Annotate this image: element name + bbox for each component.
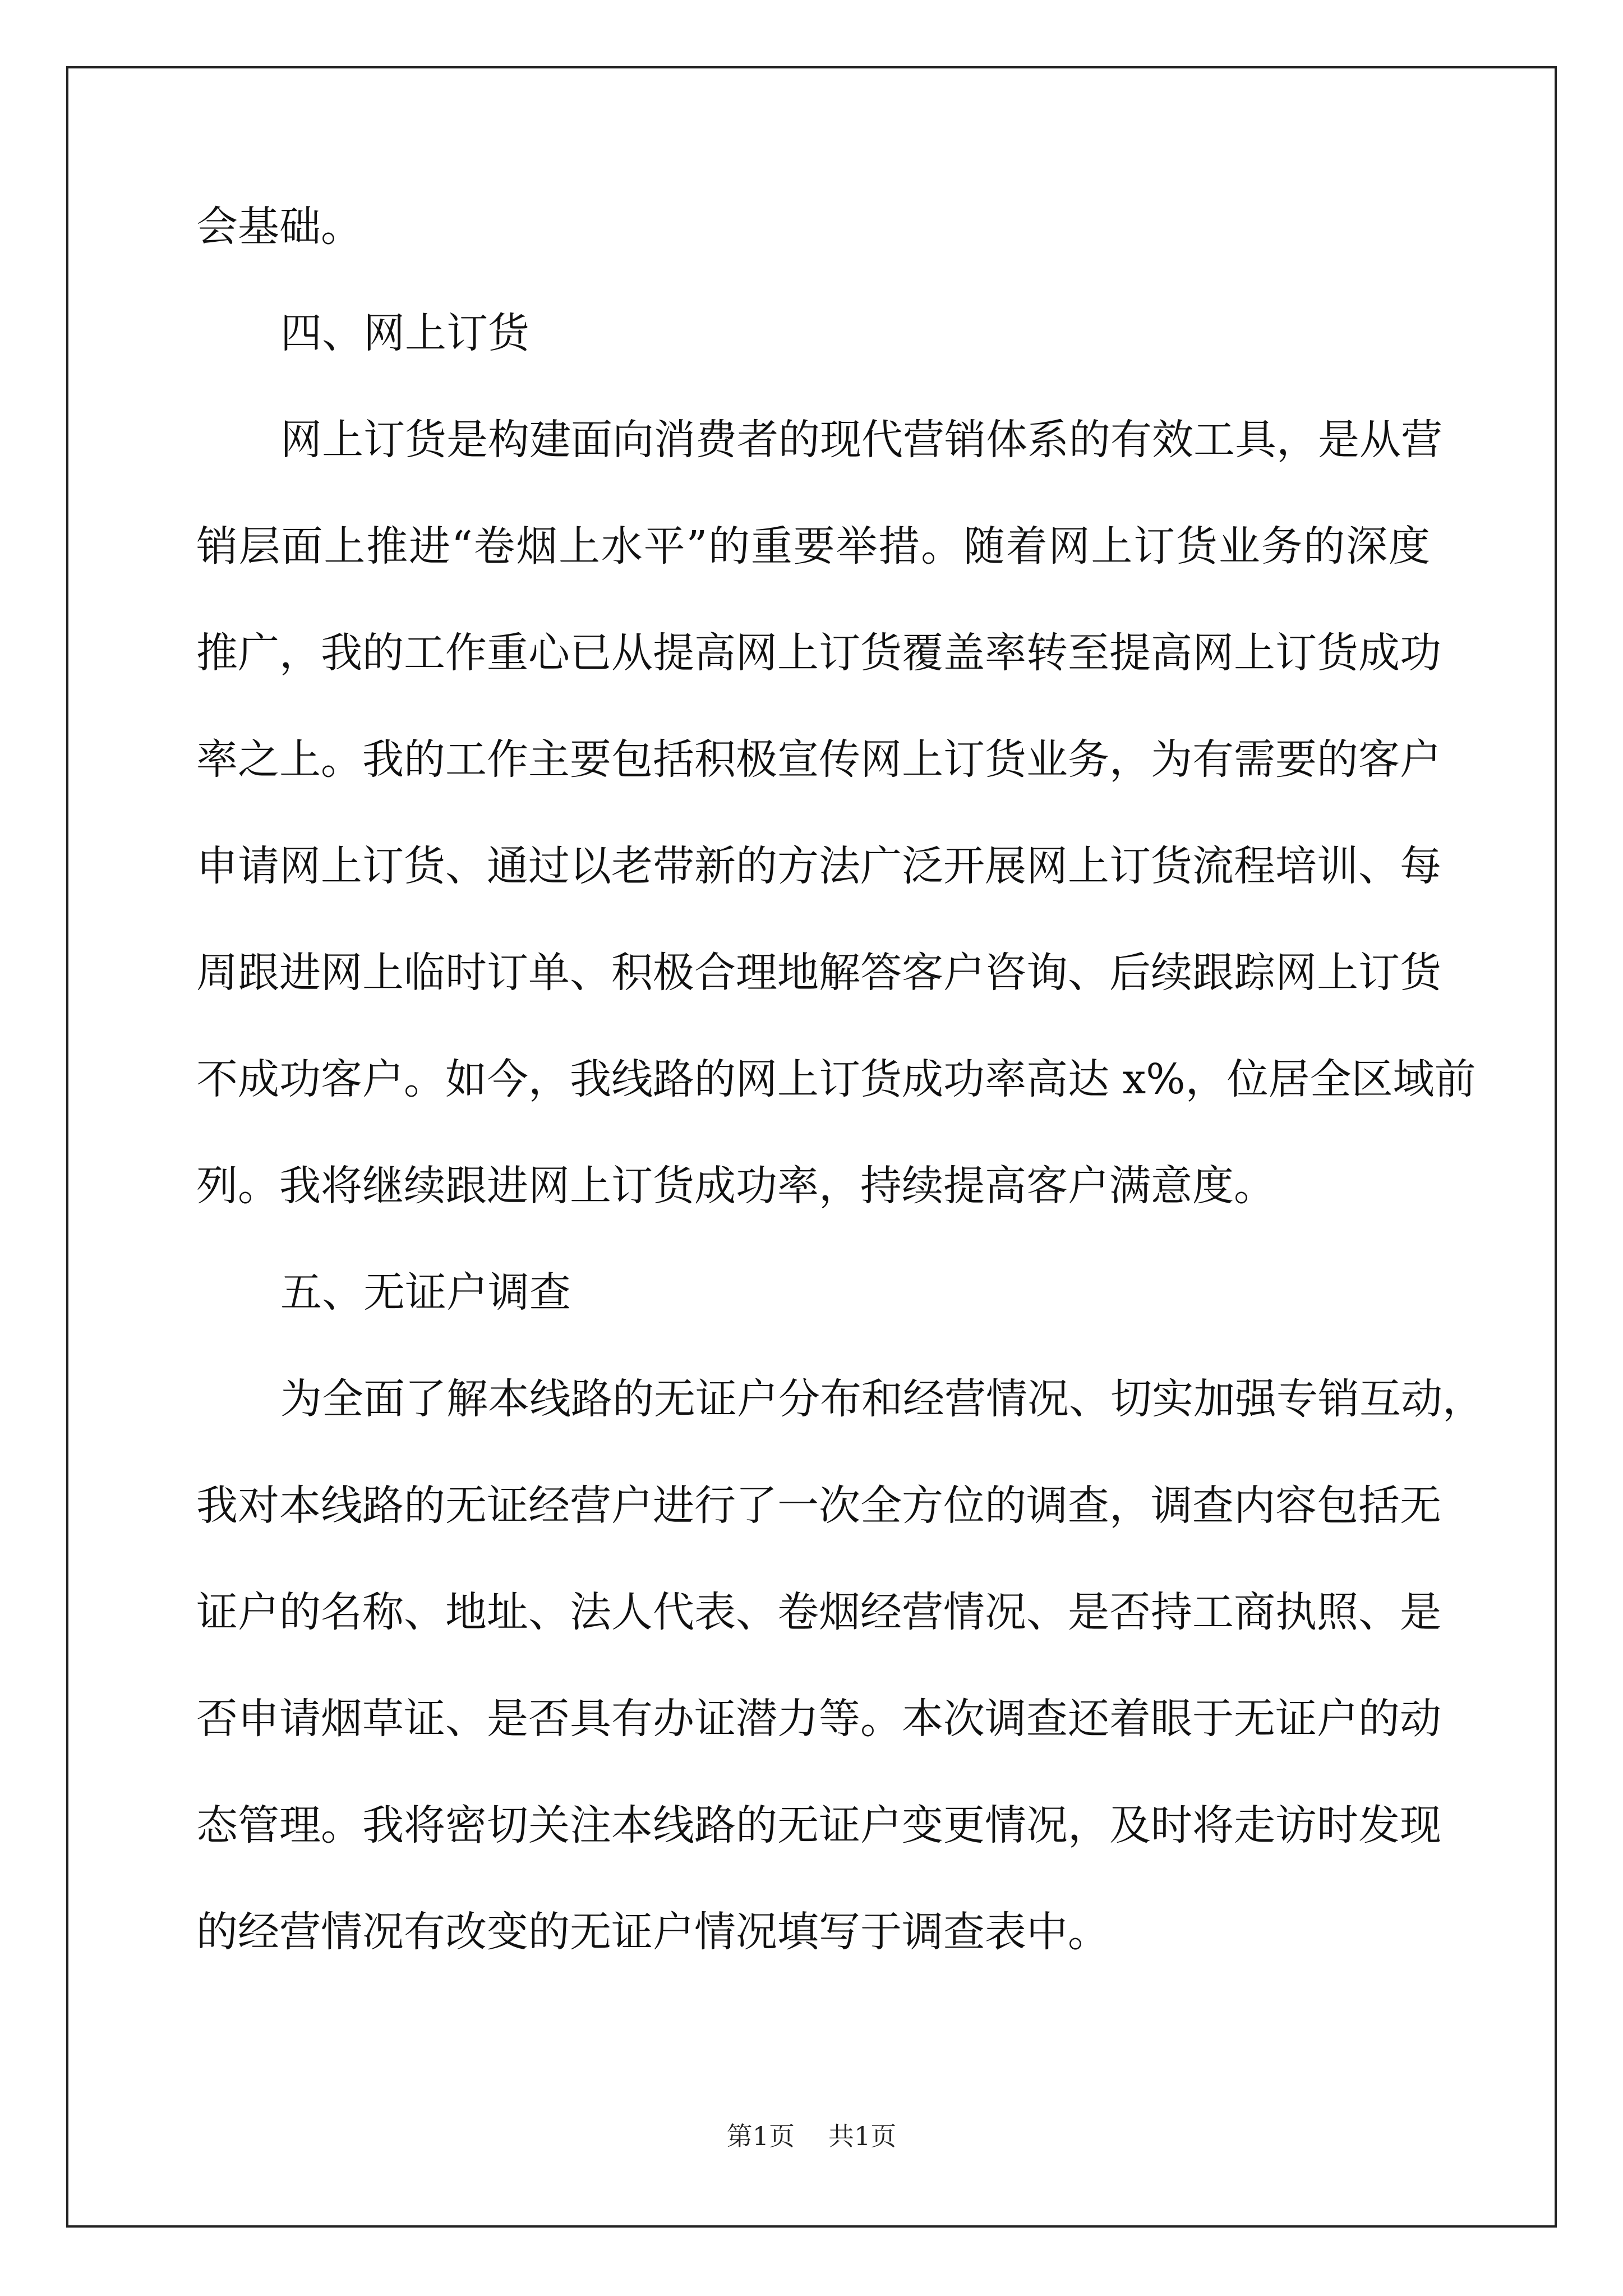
page-number: 第1页: [726, 2121, 795, 2151]
paragraph-line: 会基础。: [196, 203, 362, 251]
paragraph-line: 为全面了解本线路的无证户分布和经营情况、切实加强专销互动，: [280, 1375, 1484, 1423]
paragraph-line: 我对本线路的无证经营户进行了一次全方位的调查，调查内容包括无: [196, 1481, 1441, 1530]
paragraph-line: 证户的名称、地址、法人代表、卷烟经营情况、是否持工商执照、是: [196, 1588, 1441, 1636]
paragraph-line: 周跟进网上临时订单、积极合理地解答客户咨询、后续跟踪网上订货: [196, 949, 1441, 997]
paragraph-line: 网上订货是构建面向消费者的现代营销体系的有效工具，是从营: [280, 416, 1442, 464]
paragraph-line: 列。我将继续跟进网上订货成功率，持续提高客户满意度。: [196, 1162, 1275, 1210]
paragraph-line: 不成功客户。如今，我线路的网上订货成功率高达 x%，位居全区域前: [196, 1055, 1476, 1103]
page-footer: [0, 2119, 1623, 2153]
paragraph-line: 态管理。我将密切关注本线路的无证户变更情况，及时将走访时发现: [196, 1801, 1441, 1849]
page-border: [66, 66, 1557, 2228]
section-heading: 四、网上订货: [280, 309, 529, 357]
page-total: 共1页: [828, 2121, 897, 2151]
section-heading: 五、无证户调查: [280, 1268, 571, 1317]
paragraph-line: 率之上。我的工作主要包括积极宣传网上订货业务，为有需要的客户: [196, 735, 1441, 784]
paragraph-line: 申请网上订货、通过以老带新的方法广泛开展网上订货流程培训、每: [196, 842, 1441, 890]
paragraph-line: 的经营情况有改变的无证户情况填写于调查表中。: [196, 1908, 1109, 1956]
paragraph-line: 销层面上推进“卷烟上水平”的重要举措。随着网上订货业务的深度: [196, 522, 1430, 570]
paragraph-line: 否申请烟草证、是否具有办证潜力等。本次调查还着眼于无证户的动: [196, 1695, 1441, 1743]
paragraph-line: 推广，我的工作重心已从提高网上订货覆盖率转至提高网上订货成功: [196, 629, 1441, 677]
